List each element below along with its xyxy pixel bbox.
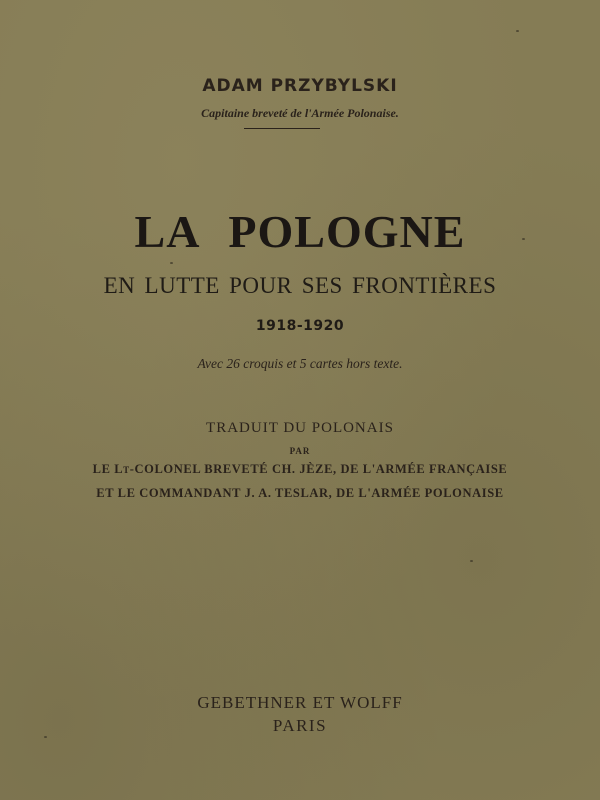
book-years: 1918-1920: [255, 318, 345, 334]
publisher-city: PARIS: [272, 716, 328, 735]
book-title: LA POLOGNE: [134, 206, 466, 257]
translator-line-2: ET LE COMMANDANT J. A. TESLAR, DE L'ARMÉE POLONAISE: [96, 486, 504, 500]
illustrations-note: Avec 26 croquis et 5 cartes hors texte.: [197, 356, 403, 371]
author-name: ADAM PRZYBYLSKI: [202, 76, 398, 96]
translated-from: TRADUIT DU POLONAIS: [206, 420, 394, 436]
publisher-name: GEBETHNER ET WOLFF: [197, 693, 403, 712]
paper-speck: [170, 262, 173, 264]
paper-speck: [516, 30, 519, 32]
paper-speck: [522, 238, 525, 240]
paper-speck: [470, 560, 473, 562]
author-rank: Capitaine breveté de l'Armée Polonaise.: [201, 106, 399, 120]
translated-by: PAR: [289, 446, 311, 456]
translator-line-1: LE Lt-COLONEL BREVETÉ CH. JÈZE, DE L'ARMÉE FRANÇAISE: [92, 462, 508, 476]
paper-speck: [44, 736, 47, 738]
book-subtitle: EN LUTTE POUR SES FRONTIÈRES: [103, 273, 497, 298]
divider-rule: [244, 128, 320, 129]
